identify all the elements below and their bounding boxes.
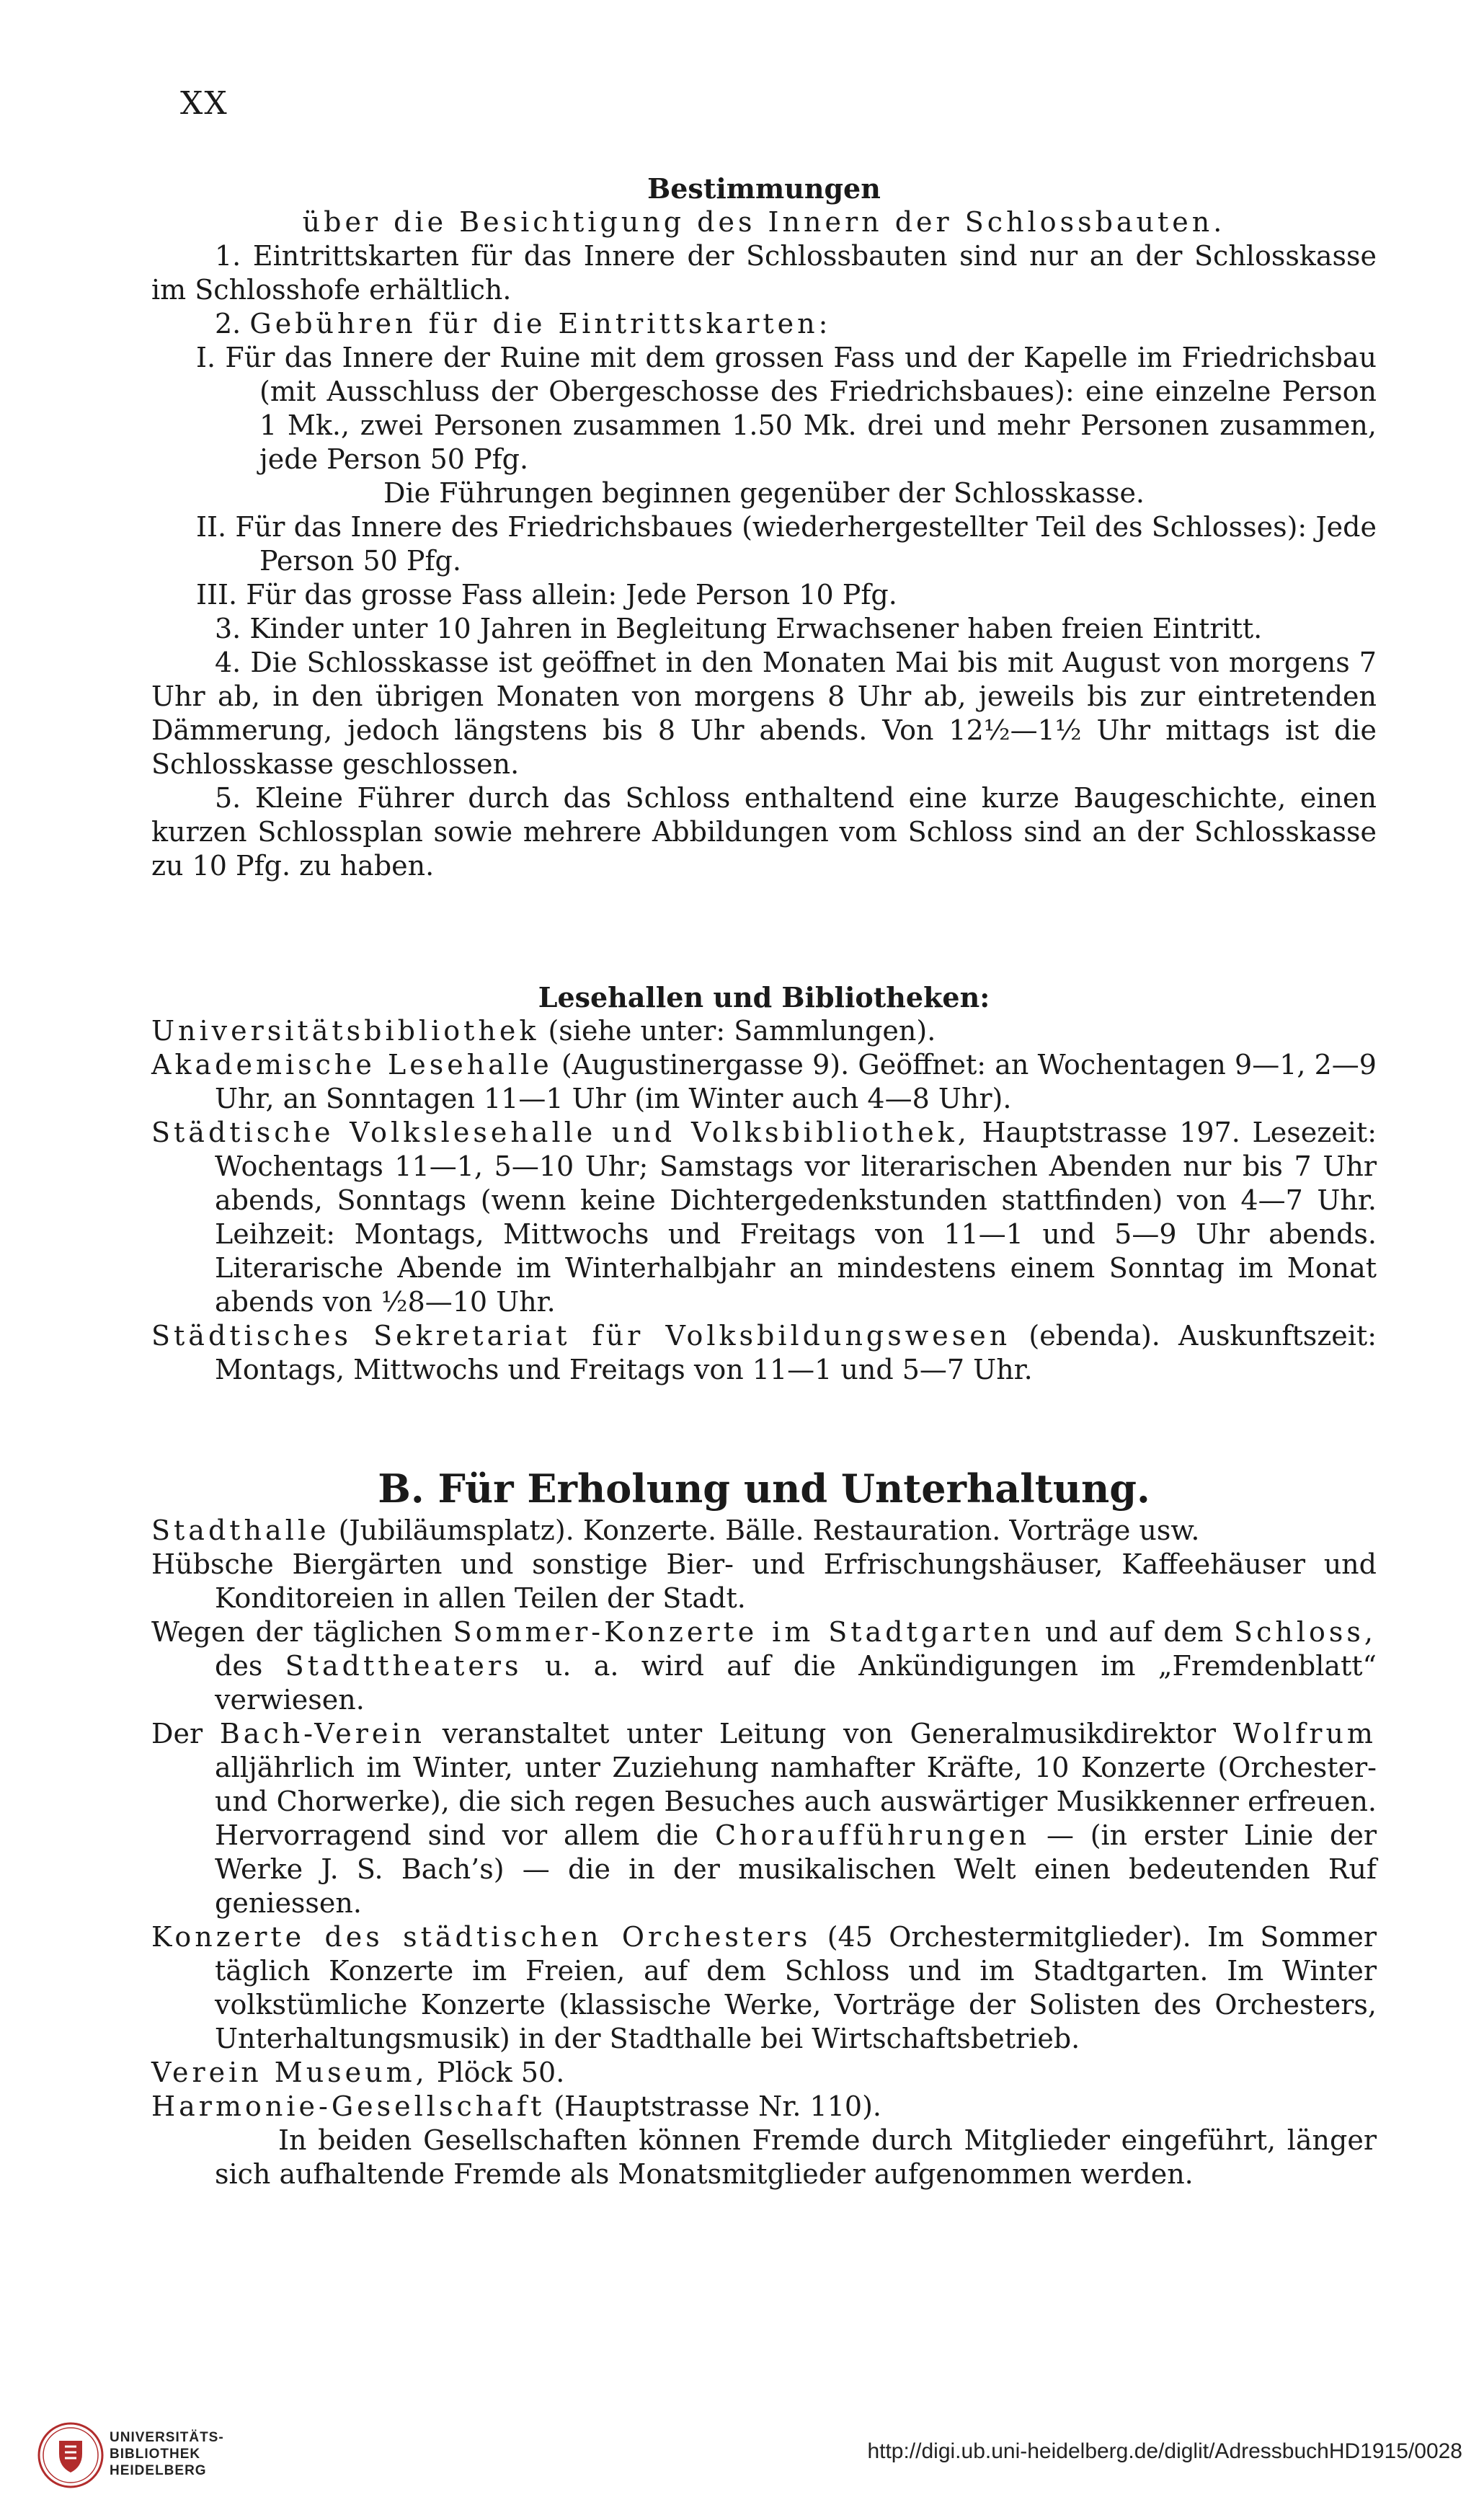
entry-orchester (151, 1920, 1377, 2056)
library-entry-4-text: (ebenda). Auskunftszeit: Montags, Mittwochs und Freitags von 11—1 und 5—7 Uhr. (215, 1320, 1377, 1385)
text: Der (151, 1718, 203, 1749)
rule-3-number: 3. (215, 613, 241, 644)
text: des (215, 1650, 263, 1682)
entry-biergaerten: Hübsche Biergärten und sonstige Bier- und Erfrischungshäuser, Kaffeehäuser und Konditoreien in allen Teilen der Stadt. (151, 1548, 1377, 1614)
rule-1-number: 1. (215, 240, 241, 272)
rule-1 (151, 239, 1377, 307)
fee-i-text: Für das Innere der Ruine mit dem grossen Fass und der Kapelle im Friedrichsbau (mit Ausschluss der Obergeschosse des Friedrichsbaues): eine einzelne Person 1 Mk., zwei Personen zusammen 1.50 Mk. drei und mehr Personen zusammen, jede Person 50 Pfg. (225, 342, 1377, 475)
entry-museum-name: Verein Museum, (151, 2057, 428, 2088)
entry-museum-text: Plöck 50. (436, 2057, 565, 2088)
fee-iii-number: III. (196, 579, 238, 611)
entry-harmonie-name: Harmonie-Gesellschaft (151, 2090, 546, 2122)
fee-ii (151, 510, 1377, 578)
bestimmungen-subtitle: über die Besichtigung des Innern der Schlossbauten. (302, 206, 1226, 238)
rule-4-number: 4. (215, 647, 241, 678)
library-entry-3-name: Städtische Volkslesehalle und Volksbibliothek, (151, 1117, 970, 1148)
library-entry-2-name: Akademische Lesehalle (151, 1049, 553, 1081)
text: Bach-Verein (219, 1718, 425, 1749)
fee-i-note: Die Führungen beginnen gegenüber der Schlosskasse. (383, 477, 1145, 509)
library-name-line-1: UNIVERSITÄTS- (110, 2430, 224, 2445)
rule-2 (151, 307, 1377, 341)
entry-harmonie (151, 2090, 1377, 2124)
text: Stadttheaters (285, 1650, 523, 1682)
text: Sommer-Konzerte im Stadtgarten (453, 1616, 1035, 1648)
fee-iii (151, 578, 1377, 612)
library-entry-4-name: Städtisches Sekretariat für Volksbildungswesen (151, 1320, 1011, 1352)
library-logo-icon (37, 2422, 104, 2488)
footer (0, 2408, 1484, 2497)
text: u. a. wird auf die Ankündigungen im „Fremdenblatt“ verwiesen. (215, 1650, 1377, 1716)
entry-stadthalle (151, 1514, 1377, 1548)
entry-orchester-text: (45 Orchestermitglieder). Im Sommer täglich Konzerte im Freien, auf dem Schloss und im Stadtgarten. Im Winter volkstümliche Konzerte (klassische Werke, Vorträge der Solisten des Orchesters, Unterhaltungsmusik) in der Stadthalle bei Wirtschaftsbetrieb. (215, 1921, 1377, 2054)
fee-ii-number: II. (196, 511, 227, 543)
erholung-section (151, 1463, 1377, 2191)
text: — (in erster Linie der Werke J. S. Bach’s) — die in der musikalischen Welt einen bedeutenden Ruf geniessen. (215, 1819, 1377, 1919)
rule-3-text: Kinder unter 10 Jahren in Begleitung Erwachsener haben freien Eintritt. (249, 613, 1263, 644)
text: alljährlich im Winter, unter Zuziehung namhafter Kräfte, 10 Konzerte (Orchester- und Chorwerke), die sich regen Besuches auch auswärtiger Musikkenner erfreuen. Hervorragend sind vor allem die (215, 1752, 1377, 1851)
lesehallen-title: Lesehallen und Bibliotheken: (538, 981, 990, 1014)
text: veranstaltet unter Leitung von Generalmusikdirektor (442, 1718, 1216, 1749)
library-entry-4 (151, 1319, 1377, 1387)
text: Wegen der täglichen (151, 1616, 443, 1648)
rule-3 (151, 612, 1377, 646)
rule-2-text: Gebühren für die Eintrittskarten: (249, 308, 832, 340)
library-entry-3 (151, 1116, 1377, 1319)
entry-museum (151, 2056, 1377, 2090)
rule-2-number: 2. (215, 308, 241, 340)
erholung-title: B. Für Erholung und Unterhaltung. (378, 1465, 1150, 1512)
rule-5 (151, 781, 1377, 883)
rule-1-text: Eintrittskarten für das Innere der Schlossbauten sind nur an der Schlosskasse im Schlosshofe erhältlich. (151, 240, 1377, 306)
rule-5-text: Kleine Führer durch das Schloss enthaltend eine kurze Baugeschichte, einen kurzen Schlossplan sowie mehrere Abbildungen vom Schloss sind an der Schlosskasse zu 10 Pfg. zu haben. (151, 782, 1377, 882)
library-entry-2-text: (Augustinergasse 9). Geöffnet: an Wochentagen 9—1, 2—9 Uhr, an Sonntagen 11—1 Uhr (im Winter auch 4—8 Uhr). (215, 1049, 1377, 1114)
library-entry-1-name: Universitätsbibliothek (151, 1015, 540, 1047)
text: Schloss, (1234, 1616, 1377, 1648)
entry-konzerte-hinweis (151, 1615, 1377, 1717)
library-name-line-2: BIBLIOTHEK (110, 2447, 201, 2462)
fee-iii-text: Für das grosse Fass allein: Jede Person 10 Pfg. (246, 579, 897, 611)
rule-4 (151, 646, 1377, 781)
rule-5-number: 5. (215, 782, 241, 814)
library-name (110, 2429, 224, 2479)
page-number: XX (180, 85, 228, 122)
text: Wolfrum (1232, 1718, 1377, 1749)
text: Choraufführungen (714, 1819, 1031, 1851)
entry-harmonie-text: (Hauptstrasse Nr. 110). (554, 2090, 881, 2122)
library-entry-2 (151, 1048, 1377, 1116)
entry-gesellschaften-note: In beiden Gesellschaften können Fremde durch Mitglieder eingeführt, länger sich aufhaltende Fremde als Monatsmitglieder aufgenommen werden. (215, 2124, 1377, 2190)
text: und auf dem (1045, 1616, 1224, 1648)
entry-stadthalle-text: (Jubiläumsplatz). Konzerte. Bälle. Restauration. Vorträge usw. (338, 1514, 1200, 1546)
lesehallen-section (151, 980, 1377, 1387)
source-url-link[interactable]: http://digi.ub.uni-heidelberg.de/diglit/AdressbuchHD1915/0028 (867, 2439, 1462, 2463)
rule-4-text: Die Schlosskasse ist geöffnet in den Monaten Mai bis mit August von morgens 7 Uhr ab, in den übrigen Monaten von morgens 8 Uhr ab, jeweils bis zur eintretenden Dämmerung, jedoch längstens bis 8 Uhr abends. Von 12½—1½ Uhr mittags ist die Schlosskasse geschlossen. (151, 647, 1377, 780)
entry-bach-verein (151, 1717, 1377, 1920)
library-name-line-3: HEIDELBERG (110, 2463, 207, 2478)
fee-i-number: I. (196, 342, 216, 373)
fee-i (151, 341, 1377, 476)
entry-stadthalle-name: Stadthalle (151, 1514, 330, 1546)
bestimmungen-section (151, 172, 1377, 883)
fee-ii-text: Für das Innere des Friedrichsbaues (wiederhergestellter Teil des Schlosses): Jede Person 50 Pfg. (235, 511, 1377, 577)
library-entry-3-text: Hauptstrasse 197. Lesezeit: Wochentags 11—1, 5—10 Uhr; Samstags vor literarischen Abenden nur bis 7 Uhr abends, Sonntags (wenn keine Dichtergedenkstunden stattfinden) von 4—7 Uhr. Leihzeit: Montags, Mittwochs und Freitags von 11—1 und 5—9 Uhr abends. Literarische Abende im Winterhalbjahr an mindestens einem Sonntag im Monat abends von ½8—10 Uhr. (215, 1117, 1377, 1318)
library-entry-1 (151, 1014, 1377, 1048)
library-entry-1-text: (siehe unter: Sammlungen). (548, 1015, 936, 1047)
entry-orchester-name: Konzerte des städtischen Orchesters (151, 1921, 812, 1953)
bestimmungen-title: Bestimmungen (647, 172, 881, 205)
